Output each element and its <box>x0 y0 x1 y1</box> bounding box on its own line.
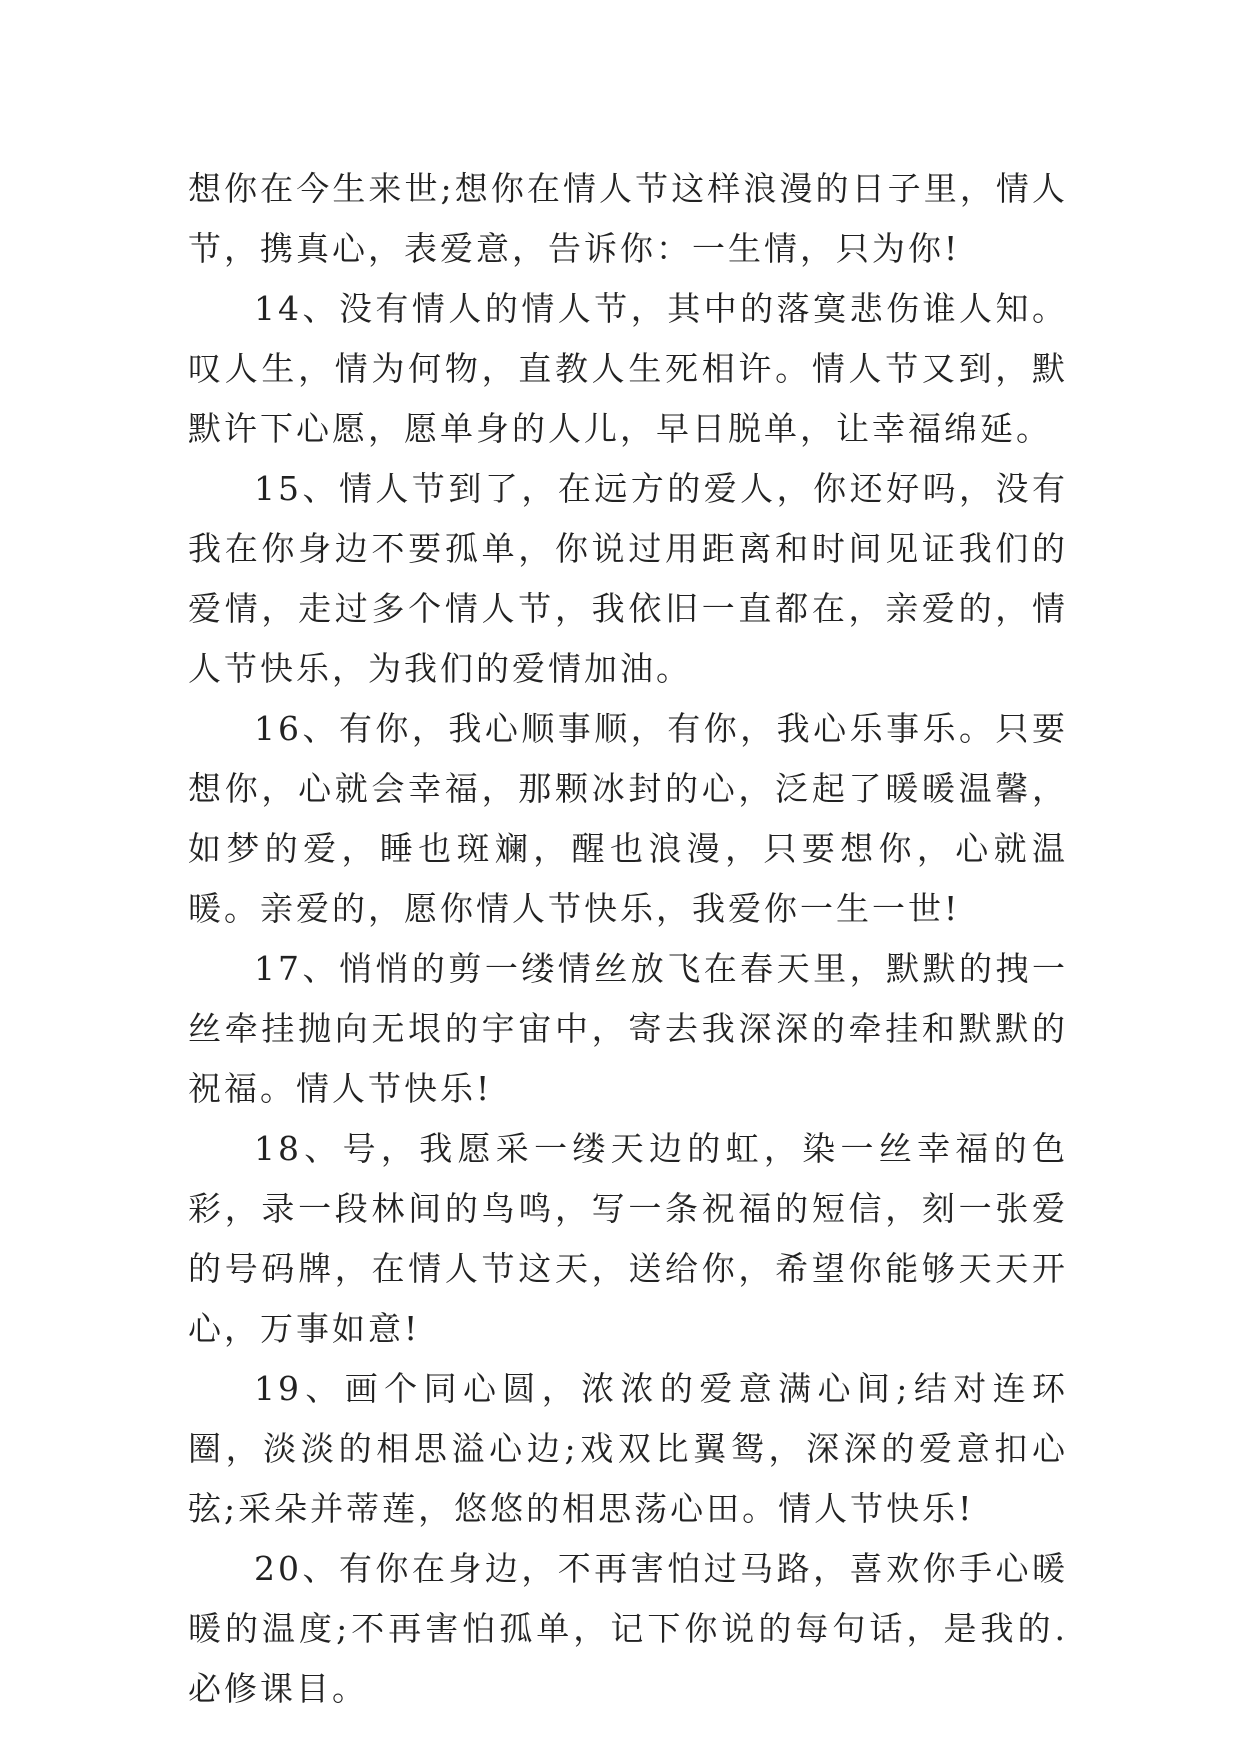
paragraph-continued: 想你在今生来世;想你在情人节这样浪漫的日子里，情人节，携真心，表爱意，告诉你：一生情，只为你! <box>188 169 1068 268</box>
paragraph-19: 19、画个同心圆，浓浓的爱意满心间;结对连环圈，淡淡的相思溢心边;戏双比翼鸳，深深的爱意扣心弦;采朵并蒂莲，悠悠的相思荡心田。情人节快乐! <box>188 1369 1068 1528</box>
paragraph-17: 17、悄悄的剪一缕情丝放飞在春天里，默默的拽一丝牵挂抛向无垠的宇宙中，寄去我深深的牵挂和默默的祝福。情人节快乐! <box>188 949 1068 1108</box>
paragraph-16: 16、有你，我心顺事顺，有你，我心乐事乐。只要想你，心就会幸福，那颗冰封的心，泛起了暖暖温馨，如梦的爱，睡也斑斓，醒也浪漫，只要想你，心就温暖。亲爱的，愿你情人节快乐，我爱你一生一世! <box>188 709 1068 928</box>
paragraph-20: 20、有你在身边，不再害怕过马路，喜欢你手心暖暖的温度;不再害怕孤单，记下你说的每句话，是我的.必修课目。 <box>188 1549 1068 1708</box>
paragraph-18: 18、号，我愿采一缕天边的虹，染一丝幸福的色彩，录一段林间的鸟鸣，写一条祝福的短信，刻一张爱的号码牌，在情人节这天，送给你，希望你能够天天开心，万事如意! <box>188 1129 1068 1348</box>
document-body <box>188 159 1068 1719</box>
paragraph-14: 14、没有情人的情人节，其中的落寞悲伤谁人知。叹人生，情为何物，直教人生死相许。情人节又到，默默许下心愿，愿单身的人儿，早日脱单，让幸福绵延。 <box>188 289 1068 448</box>
paragraph-15: 15、情人节到了，在远方的爱人，你还好吗，没有我在你身边不要孤单，你说过用距离和时间见证我们的爱情，走过多个情人节，我依旧一直都在，亲爱的，情人节快乐，为我们的爱情加油。 <box>188 469 1068 688</box>
